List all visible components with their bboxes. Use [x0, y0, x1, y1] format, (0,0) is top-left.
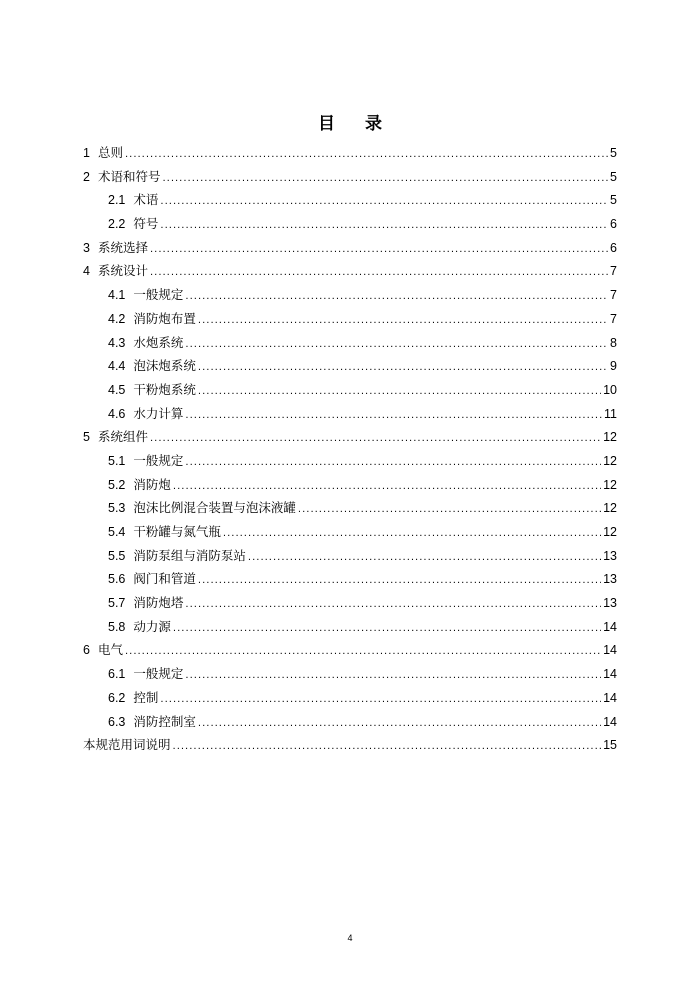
toc-entry[interactable]	[83, 638, 617, 662]
toc-entry-page: 13	[603, 572, 617, 587]
toc-dot-leader	[198, 309, 608, 333]
toc-entry-number: 4	[83, 264, 90, 279]
toc-title: 目 录	[318, 114, 394, 134]
toc-entry[interactable]	[83, 710, 617, 734]
toc-entry-title: 消防泵组与消防泵站	[133, 547, 246, 563]
page-number: 4	[347, 933, 353, 943]
toc-entry[interactable]	[83, 188, 617, 212]
toc-entry-title: 泡沫炮系统	[133, 358, 196, 374]
toc-entry[interactable]	[83, 567, 617, 591]
toc-entry-title: 系统组件	[97, 429, 148, 445]
toc-entry-number: 4.4	[108, 359, 126, 374]
toc-entry-number: 4.3	[108, 335, 126, 350]
toc-entry-number: 2.1	[108, 193, 126, 208]
toc-dot-leader	[185, 285, 608, 309]
toc-entry-title: 一般规定	[133, 287, 184, 303]
toc-entry[interactable]	[83, 544, 617, 568]
toc-entry-number: 5.1	[108, 453, 126, 468]
toc-entry-page: 5	[610, 169, 617, 184]
toc-entry-page: 6	[610, 240, 617, 255]
toc-dot-leader	[248, 546, 601, 570]
toc-entry-title: 消防炮布置	[133, 310, 196, 326]
toc-entry-page: 12	[603, 525, 617, 539]
toc-entry-title: 总则	[97, 145, 123, 160]
toc-entry-title: 一般规定	[133, 666, 184, 682]
toc-entry[interactable]	[83, 354, 617, 378]
toc-entry-number: 5	[83, 430, 90, 445]
toc-entry-title: 系统设计	[97, 263, 148, 279]
toc-entry[interactable]	[83, 591, 617, 615]
toc-entry-page: 8	[610, 335, 617, 350]
toc-entry-page: 11	[604, 406, 617, 421]
toc-dot-leader	[198, 380, 601, 404]
toc-entry-title: 阀门和管道	[133, 571, 196, 587]
toc-entry-title: 一般规定	[133, 452, 184, 468]
toc-entry-title: 干粉炮系统	[133, 381, 196, 397]
toc-entry-title: 术语和符号	[97, 168, 161, 184]
toc-entry-number: 5.3	[108, 501, 126, 516]
toc-entry-number: 6.3	[108, 714, 126, 729]
toc-entry-page: 12	[603, 501, 617, 516]
toc-entry[interactable]	[83, 615, 617, 639]
toc-entry-page: 6	[610, 217, 617, 232]
toc-entry-page: 12	[603, 430, 617, 445]
toc-list	[83, 141, 617, 757]
toc-entry-number: 1	[83, 146, 90, 160]
toc-entry-number: 5.2	[108, 477, 126, 492]
toc-entry-title: 控制	[133, 689, 159, 705]
toc-entry-title: 符号	[133, 216, 159, 232]
toc-entry-title: 消防炮	[133, 476, 171, 492]
toc-dot-leader	[150, 427, 601, 451]
toc-dot-leader	[198, 569, 601, 593]
toc-dot-leader	[185, 404, 602, 428]
toc-entry[interactable]	[83, 331, 617, 355]
toc-entry-page: 10	[603, 382, 617, 397]
toc-entry-page: 15	[603, 738, 617, 753]
toc-entry-title: 消防控制室	[133, 713, 196, 729]
toc-dot-leader	[160, 688, 601, 712]
toc-entry-number: 6.2	[108, 690, 126, 705]
toc-dot-leader	[173, 617, 601, 641]
toc-dot-leader	[160, 214, 608, 238]
toc-entry-page: 7	[610, 288, 617, 303]
toc-entry[interactable]	[83, 496, 617, 520]
toc-entry[interactable]	[83, 473, 617, 497]
toc-entry-page: 14	[603, 619, 617, 634]
toc-dot-leader	[198, 356, 608, 380]
toc-entry[interactable]	[83, 449, 617, 473]
toc-entry-number: 5.7	[108, 596, 126, 611]
toc-entry-page: 13	[603, 548, 617, 563]
toc-entry-title: 动力源	[133, 618, 171, 634]
toc-dot-leader	[162, 167, 608, 191]
toc-entry-number: 5.8	[108, 619, 126, 634]
toc-entry[interactable]	[83, 212, 617, 236]
toc-entry-number: 6	[83, 643, 90, 658]
toc-entry[interactable]	[83, 165, 617, 189]
toc-dot-leader	[125, 143, 608, 167]
toc-dot-leader	[150, 261, 608, 285]
toc-dot-leader	[185, 333, 608, 357]
toc-entry-title: 术语	[133, 192, 159, 208]
toc-entry-page: 14	[603, 714, 617, 729]
toc-dot-leader	[298, 498, 601, 522]
toc-entry-number: 4.5	[108, 382, 126, 397]
toc-entry-page: 14	[603, 667, 617, 682]
toc-entry-number: 6.1	[108, 667, 126, 682]
toc-dot-leader	[150, 238, 608, 262]
toc-entry-page: 5	[610, 146, 617, 160]
toc-entry-number: 4.6	[108, 406, 126, 421]
toc-dot-leader	[160, 190, 608, 214]
toc-entry-title: 水力计算	[133, 405, 184, 421]
toc-entry-page: 7	[610, 311, 617, 326]
toc-entry-page: 7	[610, 264, 617, 279]
toc-entry-number: 3	[83, 240, 90, 255]
toc-entry-number: 5.6	[108, 572, 126, 587]
toc-entry-number: 5.4	[108, 525, 126, 539]
toc-dot-leader	[185, 451, 601, 475]
toc-entry-title: 消防炮塔	[133, 595, 184, 611]
toc-dot-leader	[185, 664, 601, 688]
toc-entry[interactable]	[83, 425, 617, 449]
toc-entry-page: 13	[603, 596, 617, 611]
toc-entry-title: 水炮系统	[133, 334, 184, 350]
toc-entry-number: 2.2	[108, 217, 126, 232]
toc-entry[interactable]	[83, 141, 617, 165]
toc-entry[interactable]	[83, 402, 617, 426]
toc-entry-page: 14	[603, 643, 617, 658]
toc-entry-title: 系统选择	[97, 239, 148, 255]
toc-entry[interactable]	[83, 733, 617, 757]
toc-dot-leader	[185, 593, 601, 617]
toc-entry[interactable]	[83, 686, 617, 710]
toc-dot-leader	[223, 522, 601, 546]
toc-dot-leader	[198, 712, 601, 736]
toc-entry-title: 泡沫比例混合装置与泡沫液罐	[133, 500, 296, 516]
toc-entry-page: 14	[603, 690, 617, 705]
toc-entry-page: 12	[603, 453, 617, 468]
toc-entry-page: 5	[610, 193, 617, 208]
toc-entry[interactable]	[83, 520, 617, 544]
toc-dot-leader	[173, 475, 601, 499]
toc-entry-number: 4.1	[108, 288, 126, 303]
toc-entry-page: 9	[610, 359, 617, 374]
toc-entry-number: 5.5	[108, 548, 126, 563]
toc-entry[interactable]	[83, 662, 617, 686]
toc-entry[interactable]	[83, 283, 617, 307]
toc-entry-number: 4.2	[108, 311, 126, 326]
toc-dot-leader	[125, 640, 601, 664]
toc-entry-title: 本规范用词说明	[83, 737, 171, 753]
toc-entry-page: 12	[603, 477, 617, 492]
toc-entry-title: 干粉罐与氮气瓶	[133, 524, 221, 539]
toc-entry[interactable]	[83, 378, 617, 402]
toc-entry[interactable]	[83, 259, 617, 283]
toc-entry[interactable]	[83, 236, 617, 260]
toc-dot-leader	[173, 735, 602, 759]
toc-entry-title: 电气	[97, 642, 123, 658]
toc-entry-number: 2	[83, 169, 90, 184]
toc-entry[interactable]	[83, 307, 617, 331]
